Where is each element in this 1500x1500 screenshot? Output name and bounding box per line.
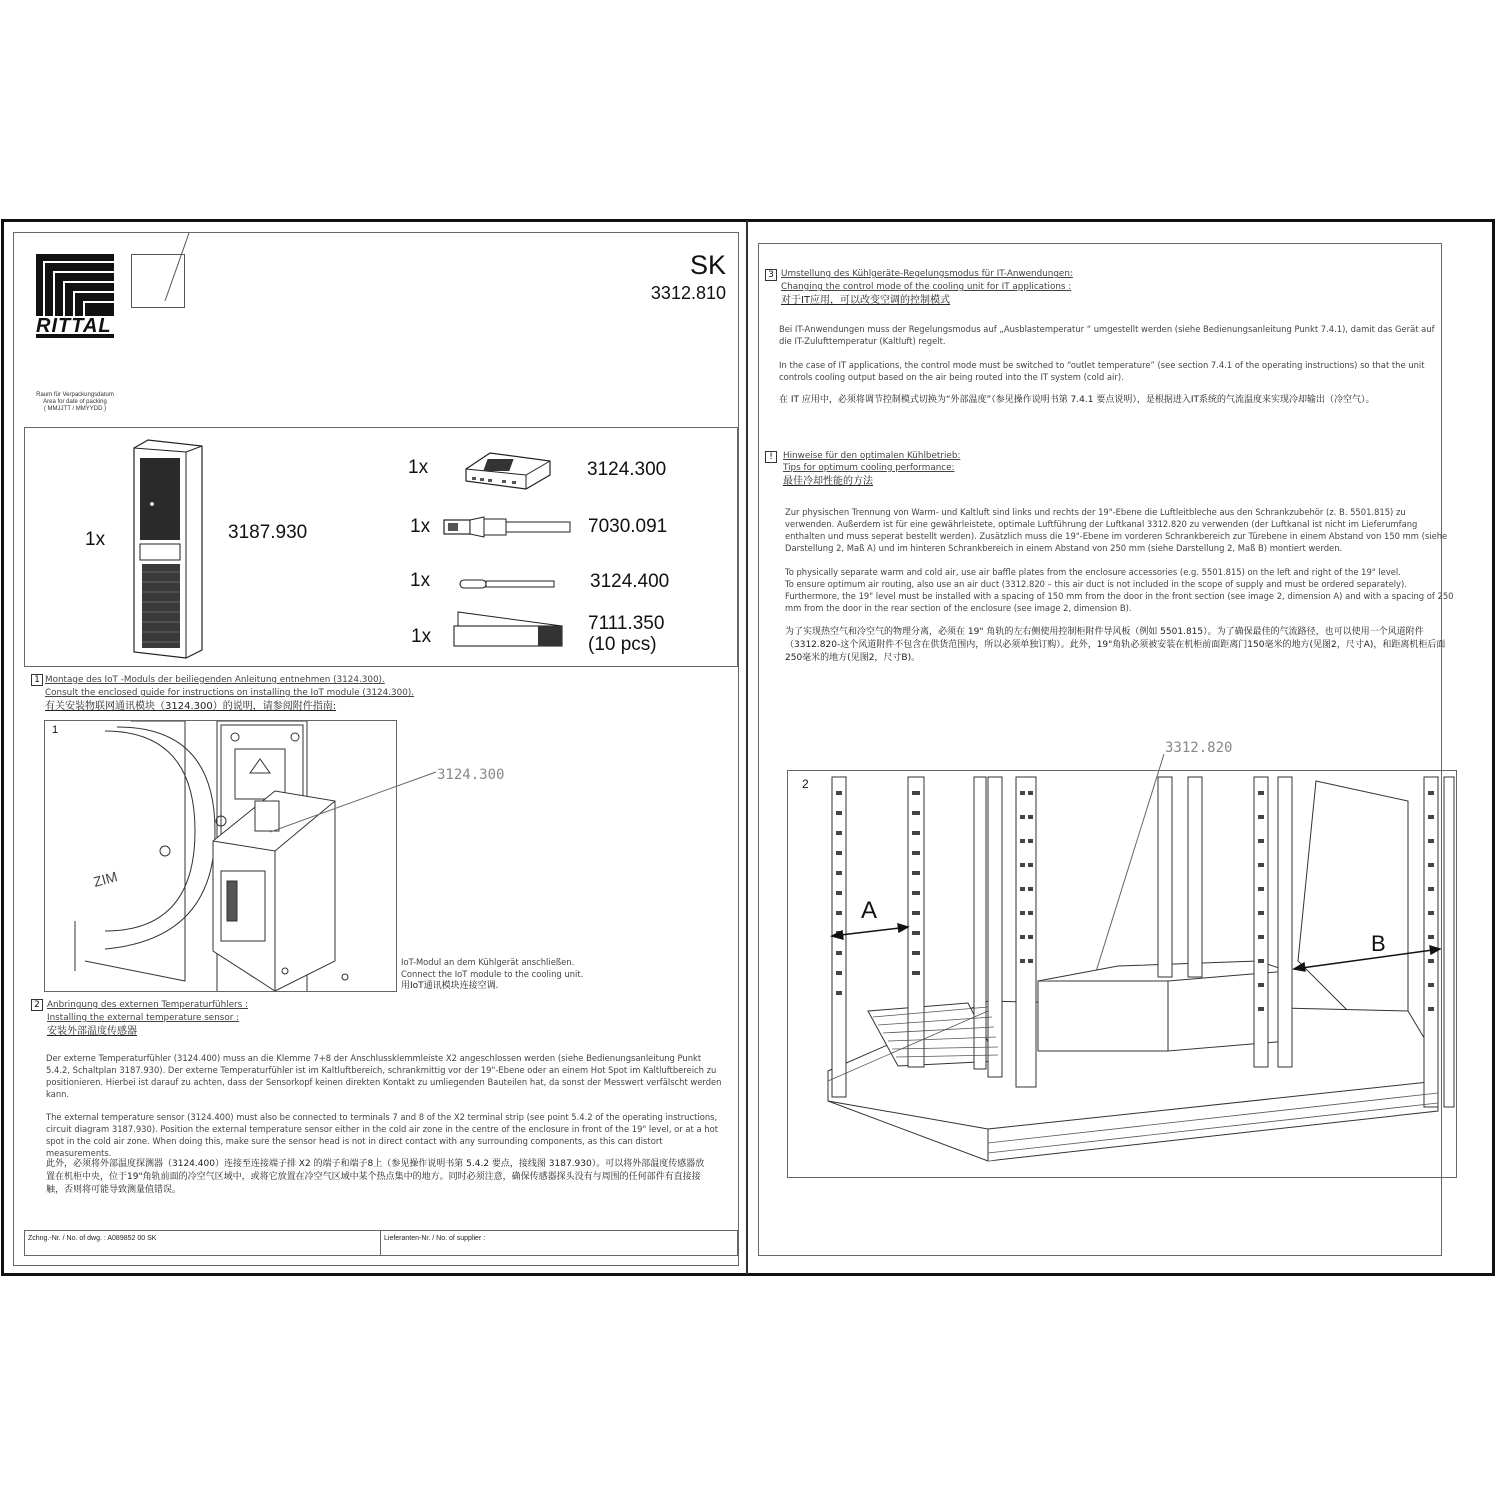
section4-paragraph-cn: 为了实现热空气和冷空气的物理分离，必须在 19" 角轨的左右侧使用控制柜附件导风板（例如 5501.815）。为了确保最佳的气流路径，也可以使用一个风道附件（3312.820-这个风道附件不包含在供货范围内，所以必须单独订购）。此外，19"角轨必须被安装在机柜前面距离门150毫米的地方(见图2，尺寸A)，和距离机柜后面250毫米的地方(见图2，尺寸B)。	[785, 627, 1446, 663]
figure-1-callout: 3124.300	[437, 767, 505, 783]
part-number: 3124.300	[587, 459, 667, 480]
packing-date-box	[131, 254, 185, 308]
supplier-number: Lieferanten-Nr. / No. of supplier :	[384, 1235, 486, 1242]
title-block	[24, 1230, 738, 1256]
section3-title-de: Umstellung des Kühlgeräte-Regelungsmodus für IT-Anwendungen:	[781, 269, 1073, 279]
section2-paragraph-de: Der externe Temperaturfühler (3124.400) muss an die Klemme 7+8 der Anschlussklemmleiste X2 angeschlossen werden (siehe Bedienungsanleitung Punkt 5.4.2, Schaltplan 3187.930). Der externe Temperaturfühler ist im Kaltluftbereich, schrankmittig vor der 19"-Ebene oder an einem Hot Spot im Kaltluftbereich zu positionieren. Hierbei ist darauf zu achten, dass der Sensorkopf keinen direkten Kontakt zu umliegenden Bauteilen hat, da sonst der Messwert verfälscht werden kann.	[46, 1053, 722, 1099]
doc-code: SK	[689, 250, 726, 280]
logo-text: RITTAL	[36, 315, 112, 337]
page-divider	[746, 221, 748, 1274]
section4-paragraph-de: Zur physischen Trennung von Warm- und Kaltluft sind links und rechts der 19"-Ebene die Luftleitbleche aus den Schrankzubehör (z. B. 5501.815) zu verwenden. Außerdem ist für eine gewährleistete, optimale Luftführung der Luftkanal 3312.820 zu verwenden (der Luftkanal ist nicht im Lieferumfang enthalten und muss seperat bestellt werden). Zusätzlich muss die 19"-Ebene im vorderen Schrankbereich zur Türebene in einem Abstand von 150 mm (siehe Darstellung 2, Maß A) und im hinteren Schrankbereich in einem Abstand von 250 mm (siehe Darstellung 2, Maß B) montiert werden.	[785, 507, 1448, 553]
drawing-number: Zchng.-Nr. / No. of dwg. : A089852 00 SK	[28, 1235, 157, 1242]
iot-module-icon	[462, 447, 554, 493]
figure-1-caption-en: Connect the IoT module to the cooling unit.	[401, 969, 584, 979]
part-number: 3187.930	[228, 522, 308, 543]
part-qty: 1x	[410, 570, 431, 591]
rittal-logo	[36, 254, 116, 340]
section1-title-de: Montage des IoT -Moduls der beiliegenden Anleitung entnehmen (3124.300).	[45, 675, 385, 685]
section4-title-de: Hinweise für den optimalen Kühlbetrieb:	[783, 451, 961, 461]
section4-paragraph-en-2: To ensure optimum air routing, also use an air duct (3312.820 – this air duct is not included in the scope of supply and must be ordered separately). Furthermore, the 19" level must be installed with a spacing of 150 mm from the door in the front section (see image 2, dimension A) and with a spacing of 250 mm from the door in the rear section of the enclosure (see image 2, dimension B).	[785, 579, 1454, 613]
section-number: 3	[765, 269, 777, 281]
svg-text:ZIM: ZIM	[91, 868, 120, 890]
section3-paragraph-de: Bei IT-Anwendungen muss der Regelungsmodus auf „Ausblastemperatur “ umgestellt werden (siehe Bedienungsanleitung Punkt 7.4.1), damit das Gerät auf die IT-Zulufttemperatur (Kaltluft) regelt.	[779, 324, 1435, 346]
section2-paragraph-en: The external temperature sensor (3124.400) must also be connected to terminals 7 and 8 of the X2 terminal strip (see point 5.4.2 of the operating instructions, circuit diagram 3187.930). Position the external temperature sensor either in the cold air zone in the centre of the enclosure in front of the 19" level, or at a hot spot in the cold air zone. When doing this, make sure the sensor head is not in direct contact with any surrounding components, as this can distort measurements.	[46, 1112, 718, 1158]
figure-1-caption-de: IoT-Modul an dem Kühlgerät anschließen.	[401, 957, 575, 967]
section2-paragraph-cn: 此外，必须将外部温度探测器（3124.400）连接至连接端子排 X2 的端子和端子8上（参见操作说明书第 5.4.2 要点，接线图 3187.930）。可以将外部温度传感器放置在机柜中央，位于19"角轨前面的冷空气区域中，或将它放置在冷空气区域中某个热点集中的地方。同时必须注意，确保传感器探头没有与周围的任何部件有直接接触，否则将可能导致测量值错误。	[46, 1159, 705, 1195]
cooling-unit-icon	[128, 438, 208, 660]
network-cable-icon	[440, 513, 574, 541]
part-quantity-note: (10 pcs)	[588, 634, 657, 655]
dimension-a-label: A	[861, 897, 878, 924]
section-number: !	[765, 451, 777, 463]
section3-paragraph-cn: 在 IT 应用中，必须将调节控制模式切换为“外部温度”（参见操作说明书第 7.4.1 要点说明），是根据进入IT系统的气流温度来实现冷却输出（冷空气）。	[779, 395, 1375, 405]
section4-title-en: Tips for optimum cooling performance:	[783, 463, 955, 473]
section3-title-en: Changing the control mode of the cooling unit for IT applications :	[781, 282, 1072, 292]
section2-title-de: Anbringung des externen Temperaturfühlers :	[47, 1000, 249, 1010]
part-number: 7111.350	[588, 613, 665, 634]
part-number: 7030.091	[588, 516, 668, 537]
part-qty: 1x	[408, 457, 429, 478]
section3-paragraph-en: In the case of IT applications, the control mode must be switched to “outlet temperature” (see section 7.4.1 of the operating instructions) so that the unit controls cooling output based on the air being routed into the IT system (cold air).	[779, 360, 1425, 382]
figure-1-caption-cn: 用IoT通讯模块连接空调.	[401, 981, 499, 991]
part-qty: 1x	[411, 626, 432, 647]
section3-title-cn: 对于IT应用，可以改变空调的控制模式	[781, 295, 951, 306]
section1-title-cn: 有关安装物联网通讯模块（3124.300）的说明，请参阅附件指南:	[45, 701, 337, 712]
cable-ties-icon	[450, 608, 566, 650]
figure-2-callout: 3312.820	[1165, 740, 1233, 756]
callout-leader-line	[270, 760, 440, 840]
section4-paragraph-en-1: To physically separate warm and cold air, use air baffle plates from the enclosure accessories (e.g. 5501.815) on the left and right of the 19" level.	[785, 567, 1401, 577]
section2-title-en: Installing the external temperature sensor :	[47, 1013, 240, 1023]
title-block-divider	[380, 1230, 381, 1256]
dimension-b-label: B	[1371, 931, 1386, 956]
part-qty: 1x	[85, 529, 106, 550]
part-number: 3124.400	[590, 571, 670, 592]
section-number: 2	[31, 999, 43, 1011]
section2-title-cn: 安装外部温度传感器	[47, 1026, 137, 1037]
figure-label: 1	[52, 724, 59, 736]
section1-title-en: Consult the enclosed guide for instructions on installing the IoT module (3124.300).	[45, 688, 415, 698]
part-qty: 1x	[410, 516, 431, 537]
section-number: 1	[31, 674, 43, 686]
figure-2-enclosure-drawing	[787, 770, 1457, 1178]
packing-date-label: Raum für Verpackungsdatum Area for date of packing ( MMJJTT / MMYYDD )	[36, 392, 114, 412]
temperature-sensor-icon	[458, 576, 558, 592]
figure-label: 2	[802, 777, 809, 791]
doc-number: 3312.810	[650, 283, 726, 303]
section4-title-cn: 最佳冷却性能的方法	[783, 476, 873, 487]
